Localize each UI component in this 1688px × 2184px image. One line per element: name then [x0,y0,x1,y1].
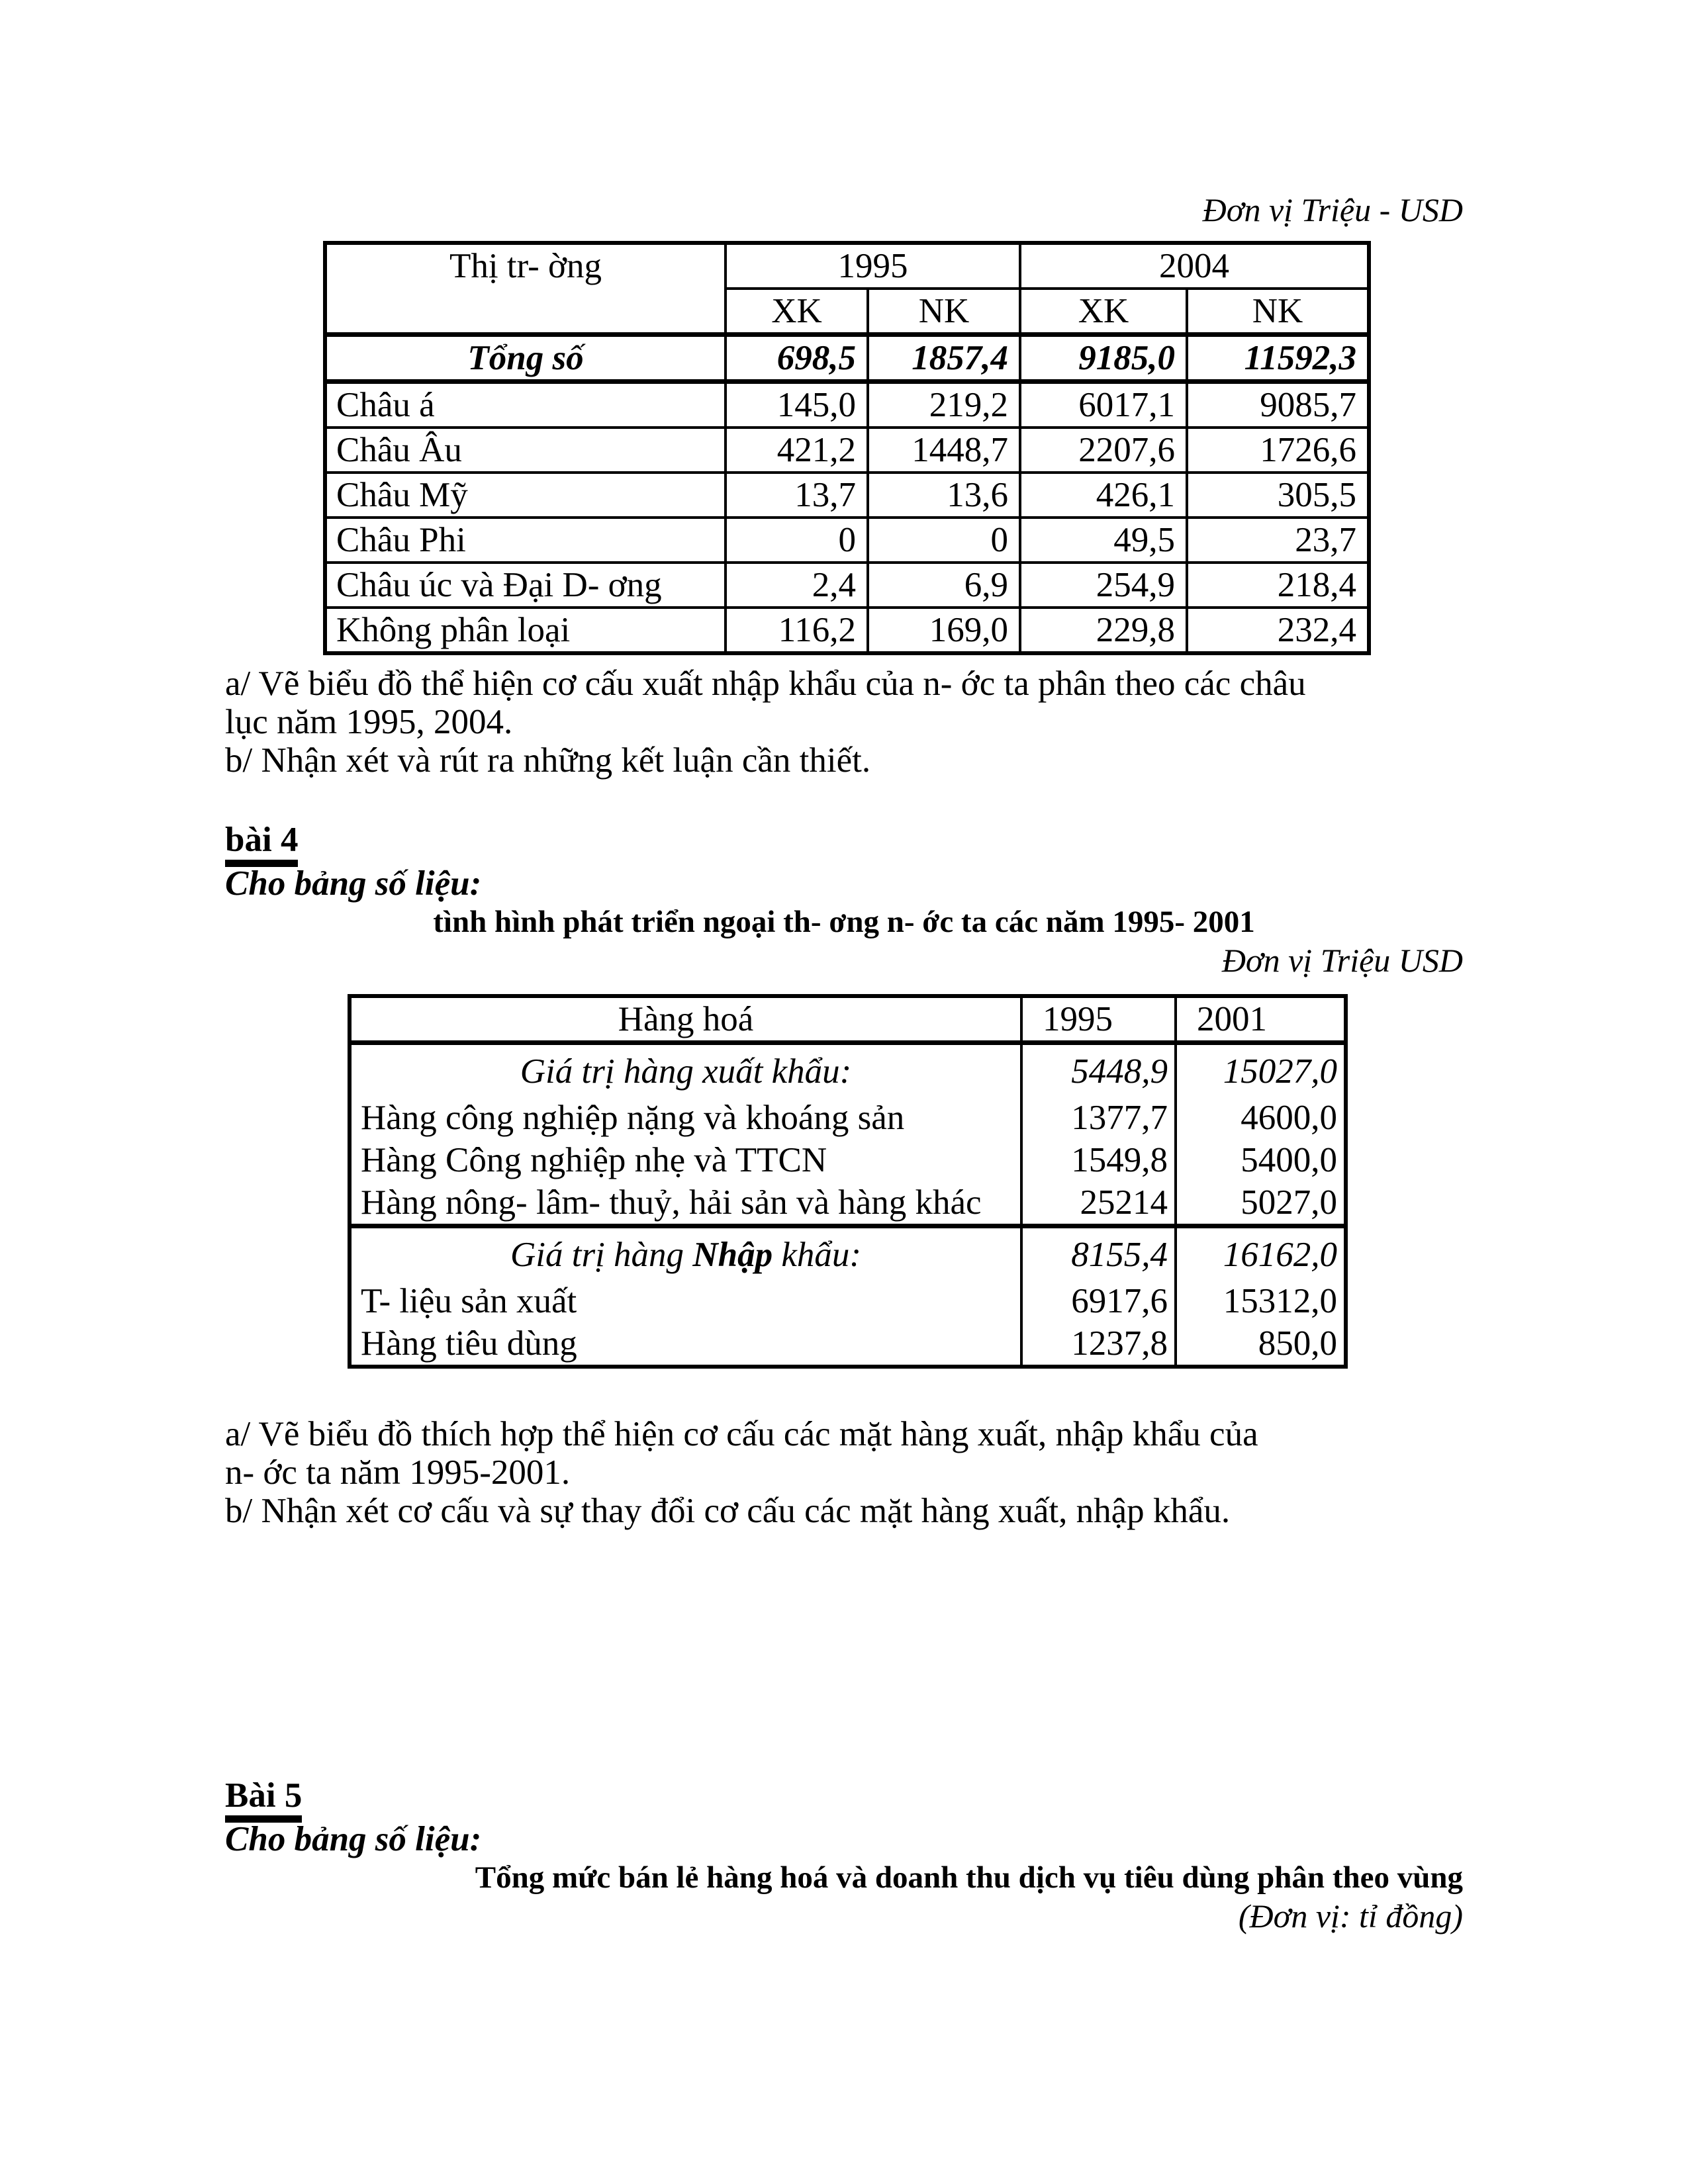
unit-note-table3: (Đơn vị: tỉ đồng) [1238,1897,1463,1934]
cell-value: 15027,0 [1176,1043,1346,1097]
cell-value: 116,2 [726,608,868,653]
row-label: Châu úc và Đại D- ơng [325,563,726,608]
row-label: T- liệu sản xuất [350,1280,1021,1322]
bai5-heading-text: Bài 5 [225,1776,302,1823]
bai4-tasks [225,1415,1463,1530]
row-label: Châu Âu [325,428,726,473]
cell-value: 5400,0 [1176,1139,1346,1181]
cell-value: 0 [726,518,868,563]
table1-subheader-nk-1995: NK [868,289,1020,335]
bai4-intro: Cho bảng số liệu: [225,864,482,903]
table2-row-consumer-goods [350,1322,1346,1367]
table1-header-2004: 2004 [1020,243,1369,289]
table1-subheader-xk-2004: XK [1020,289,1187,335]
table1-row-khong-phan-loai [325,608,1369,653]
table1-row-chau-my [325,473,1369,518]
cell-value: 254,9 [1020,563,1187,608]
cell-value: 16162,0 [1176,1226,1346,1281]
task-a-line1: a/ Vẽ biểu đồ thể hiện cơ cấu xuất nhập khẩu của n- ớc ta phân theo các châu [225,664,1306,703]
cell-value: 219,2 [868,382,1020,428]
table1-row-chau-a [325,382,1369,428]
unit-note-table2: Đơn vị Triệu USD [1221,942,1463,979]
table2-header [350,996,1346,1043]
table2-title: tình hình phát triển ngoại th- ơng n- ớc ta các năm 1995- 2001 [433,905,1255,939]
table2-row-production-materials [350,1280,1346,1322]
table2-header-2001: 2001 [1176,996,1346,1043]
table1-row-chau-uc [325,563,1369,608]
table2-header-goods: Hàng hoá [350,996,1021,1043]
cell-value: 1857,4 [868,335,1020,382]
bai5-intro: Cho bảng số liệu: [225,1820,482,1858]
table1-row-total [325,335,1369,382]
cell-value: 232,4 [1187,608,1369,653]
table1-header-1995: 1995 [726,243,1020,289]
cell-value: 1549,8 [1021,1139,1176,1181]
table2-row-light-industry [350,1139,1346,1181]
cell-value: 850,0 [1176,1322,1346,1367]
cell-value: 23,7 [1187,518,1369,563]
table2-row-export-total [350,1043,1346,1097]
unit-note-table1: Đơn vị Triệu - USD [1202,191,1463,228]
cell-value: 9085,7 [1187,382,1369,428]
cell-value: 15312,0 [1176,1280,1346,1322]
row-label: Hàng nông- lâm- thuỷ, hải sản và hàng khác [350,1181,1021,1226]
cell-value: 5027,0 [1176,1181,1346,1226]
cell-value: 49,5 [1020,518,1187,563]
cell-value: 11592,3 [1187,335,1369,382]
cell-value: 0 [868,518,1020,563]
table1-header-years [325,243,1369,289]
row-label: Châu á [325,382,726,428]
cell-value: 229,8 [1020,608,1187,653]
cell-value: 5448,9 [1021,1043,1176,1097]
cell-value: 4600,0 [1176,1097,1346,1139]
row-label: Hàng Công nghiệp nhẹ và TTCN [350,1139,1021,1181]
cell-value: 145,0 [726,382,868,428]
bai4-heading-text: bài 4 [225,821,298,867]
table2-row-import-total [350,1226,1346,1281]
row-label: Không phân loại [325,608,726,653]
cell-value: 1377,7 [1021,1097,1176,1139]
table2-header-1995: 1995 [1021,996,1176,1043]
cell-value: 426,1 [1020,473,1187,518]
task-b: b/ Nhận xét cơ cấu và sự thay đổi cơ cấu các mặt hàng xuất, nhập khẩu. [225,1492,1231,1530]
foreign-trade-development-table [348,994,1348,1369]
bai4-heading [225,821,1463,859]
label-part: Giá trị hàng [510,1236,693,1274]
cell-value: 698,5 [726,335,868,382]
cell-value: 6017,1 [1020,382,1187,428]
task-a-line1: a/ Vẽ biểu đồ thích hợp thể hiện cơ cấu các mặt hàng xuất, nhập khẩu của [225,1415,1258,1453]
cell-value: 218,4 [1187,563,1369,608]
row-label [350,1226,1021,1281]
table2-row-heavy-industry [350,1097,1346,1139]
table1-subheader-xk-1995: XK [726,289,868,335]
cell-value: 8155,4 [1021,1226,1176,1281]
task-b: b/ Nhận xét và rút ra những kết luận cần thiết. [225,741,871,780]
cell-value: 1726,6 [1187,428,1369,473]
table1-header-market: Thị tr- ờng [325,243,726,335]
row-label: Châu Phi [325,518,726,563]
row-label: Tổng số [325,335,726,382]
cell-value: 421,2 [726,428,868,473]
cell-value: 305,5 [1187,473,1369,518]
bai3-tasks [225,664,1463,780]
cell-value: 2207,6 [1020,428,1187,473]
row-label: Giá trị hàng xuất khẩu: [350,1043,1021,1097]
task-a-line2: n- ớc ta năm 1995-2001. [225,1453,571,1492]
cell-value: 25214 [1021,1181,1176,1226]
row-label: Hàng tiêu dùng [350,1322,1021,1367]
bai5-heading [225,1776,1463,1815]
cell-value: 1237,8 [1021,1322,1176,1367]
cell-value: 13,6 [868,473,1020,518]
label-part: khẩu: [773,1236,862,1274]
table1-row-chau-phi [325,518,1369,563]
table2-row-agri-forestry-fishery [350,1181,1346,1226]
table3-title: Tổng mức bán lẻ hàng hoá và doanh thu dịch vụ tiêu dùng phân theo vùng [475,1860,1463,1895]
row-label: Châu Mỹ [325,473,726,518]
cell-value: 6917,6 [1021,1280,1176,1322]
row-label: Hàng công nghiệp nặng và khoáng sản [350,1097,1021,1139]
cell-value: 169,0 [868,608,1020,653]
table1-subheader-nk-2004: NK [1187,289,1369,335]
cell-value: 13,7 [726,473,868,518]
label-part-bold: Nhập [692,1236,773,1274]
cell-value: 1448,7 [868,428,1020,473]
cell-value: 9185,0 [1020,335,1187,382]
cell-value: 2,4 [726,563,868,608]
task-a-line2: lục năm 1995, 2004. [225,703,513,741]
cell-value: 6,9 [868,563,1020,608]
export-import-by-continent-table [323,241,1371,655]
table1-row-chau-au [325,428,1369,473]
